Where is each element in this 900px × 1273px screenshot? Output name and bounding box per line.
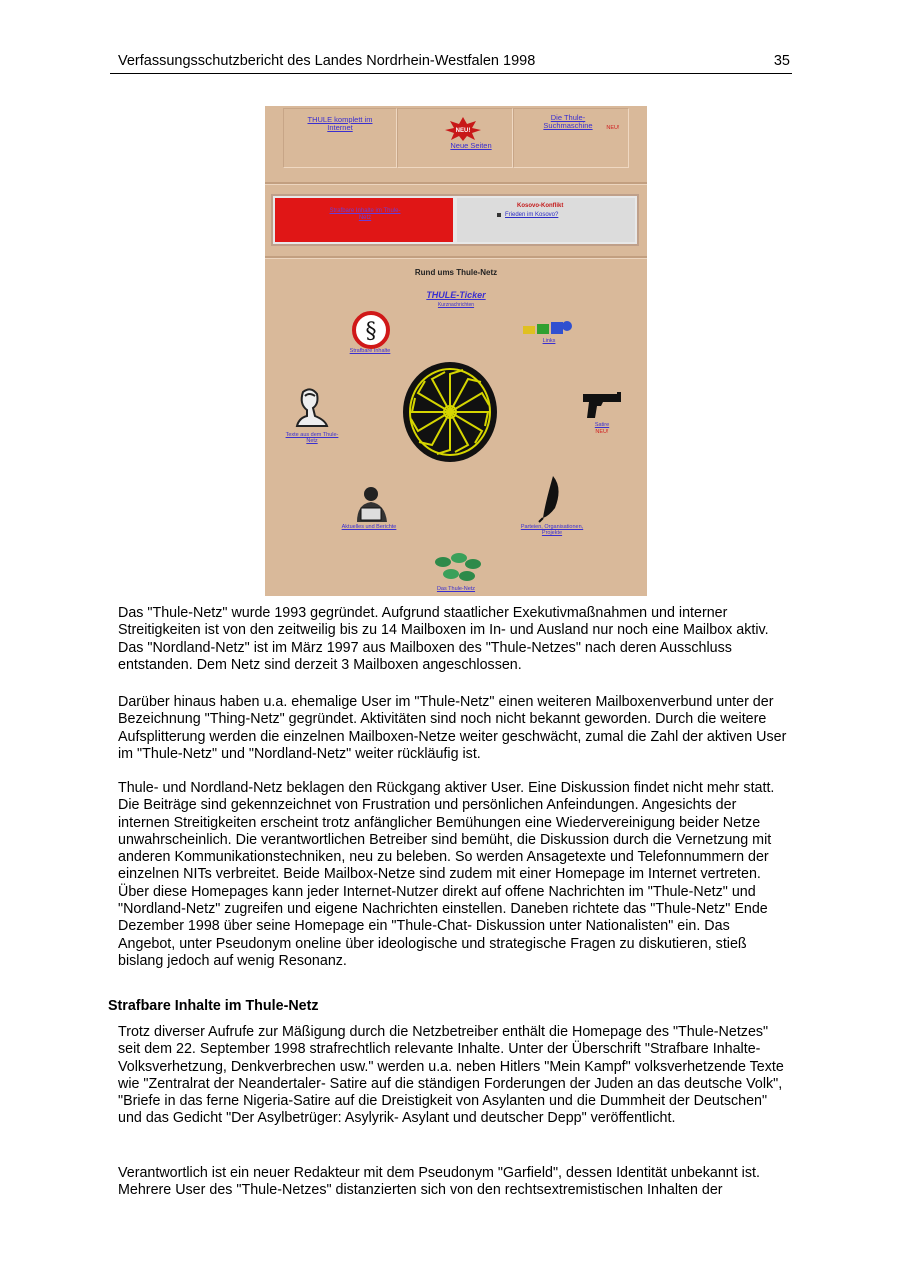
page-number: 35 (773, 53, 790, 69)
banner-red-link[interactable]: Strafbare Inhalte im Thule-Netz (329, 208, 401, 221)
section-heading: Strafbare Inhalte im Thule-Netz (108, 998, 319, 1014)
link-aktuelles[interactable]: Aktuelles und Berichte (341, 524, 397, 530)
link-parteien[interactable]: Parteien, Organisationen, Projekte (520, 524, 584, 536)
site-nav (283, 106, 629, 170)
paragraph-sign-icon[interactable] (351, 310, 391, 350)
nav-link-suchmaschine[interactable]: Die Thule-Suchmaschine (543, 113, 593, 130)
nav-suchmaschine-new: NEU! (606, 125, 620, 131)
link-strafbare-inhalte[interactable]: Strafbare Inhalte (349, 348, 391, 354)
black-sun-icon (401, 360, 499, 464)
bullet-icon (497, 213, 501, 217)
network-stones-icon[interactable] (431, 550, 483, 584)
link-links[interactable]: Links (542, 338, 556, 344)
paragraph-3: Thule- und Nordland-Netz beklagen den Rückgang aktiver User. Eine Diskussion findet nicht mehr statt. Die Beiträge sind gekennzeichnet von Frustration und persönlichen Anfeindungen. Angesichts der internen Streitigkeiten erscheint trotz anfänglicher Bemühungen eine Wiedervereinigung beider Netze unwahrscheinlich. Die verantwortlichen Betreiber sind bemüht, die Diskussion durch die Vernetzung mit anderen Kommunikationstechniken, neu zu beleben. So werden Ansagetexte und Telefonnummern der einzelnen NITs verbreitet. Beide Mailbox-Netze sind zudem mit einer Homepage im Internet vertreten. Über diese Homepages kann jeder Internet-Nutzer direkt auf offene Nachrichten im "Thule-Netz" und "Nordland-Netz" zugreifen und eigene Nachrichten einstellen. Daneben richtete das "Thule-Netz" Ende Dezember 1998 über seine Homepage ein "Thule-Chat- Diskussion unter Nationalisten" ein. Das Angebot, unter Pseudonym oneline über ideologische und strategische Fragen zu diskutieren, stieß bislang jedoch auf wenig Resonanz. (118, 780, 775, 969)
new-badge-icon (443, 116, 483, 142)
pistol-icon[interactable] (581, 390, 625, 420)
feather-icon[interactable] (535, 474, 565, 524)
website-screenshot (265, 106, 647, 596)
svg-text:§: § (365, 319, 377, 344)
banner-kosovo-title: Kosovo-Konflikt (517, 203, 564, 209)
site-banner (271, 194, 639, 246)
archive-figure-icon[interactable] (347, 484, 393, 524)
ticker-sub-link[interactable]: Kurznachrichten (437, 302, 475, 308)
link-texte[interactable]: Texte aus dem Thule-Netz (285, 432, 339, 444)
paragraph-5: Verantwortlich ist ein neuer Redakteur mit dem Pseudonym "Garfield", dessen Identität unbekannt ist. Mehrere User des "Thule-Netzes" distanzierten sich von den rechtsextremistischen Inhalten der (118, 1165, 760, 1199)
paragraph-4: Trotz diverser Aufrufe zur Mäßigung durch die Netzbetreiber enthält die Homepage des "Thule-Netzes" seit dem 22. September 1998 strafrechtlich relevante Inhalte. Unter der Überschrift "Strafbare Inhalte-Volksverhetzung, Denkverbrechen usw." werden u.a. neben Hitlers "Mein Kampf" volksverhetzende Texte wie "Zentralrat der Neandertaler- Satire auf die ständigen Forderungen der Juden an das deutsche Volk", "Briefe in das ferne Nigeria-Satire auf die Dreistigkeit von Asylanten und die Dummheit der Deutschen" und das Gedicht "Der Asylbetrüger: Asylyrik- Asylant und deutscher Depp" veröffentlicht. (118, 1024, 784, 1127)
banner-red-panel[interactable] (275, 198, 453, 242)
new-badge-text: NEU! (455, 128, 471, 134)
banner-grey-panel (457, 198, 635, 242)
link-satire[interactable]: Satire (594, 422, 610, 428)
link-thule-netz[interactable]: Das Thule-Netz (436, 586, 476, 592)
ticker-link[interactable]: THULE-Ticker (426, 290, 486, 300)
page-header (110, 52, 792, 74)
banner-kosovo-link[interactable]: Frieden im Kosovo? (505, 212, 559, 218)
header-title: Verfassungsschutzbericht des Landes Nordrhein-Westfalen 1998 (118, 53, 536, 69)
paragraph-2: Darüber hinaus haben u.a. ehemalige User im "Thule-Netz" einen weiteren Mailboxenverbund unter der Bezeichnung "Thing-Netz" gegründet. Aktivitäten sind noch nicht bekannt geworden. Durch die weitere Aufsplitterung werden die einzelnen Mailboxen-Netze weiter geschwächt, zumal die Zahl der aktiven User im "Thule-Netz" und "Nordland-Netz" weiter rückläufig ist. (118, 694, 787, 762)
paragraph-1: Das "Thule-Netz" wurde 1993 gegründet. Aufgrund staatlicher Exekutivmaßnahmen und interner Streitigkeiten ist von den zeitweilig bis zu 14 Mailboxen im In- und Ausland nur noch eine Mailbox aktiv. Das "Nordland-Netz" ist im März 1997 aus Mailboxen des "Thule-Netzes" nach deren Ausschluss entstanden. Dem Netz sind derzeit 3 Mailboxen angeschlossen. (118, 605, 769, 673)
links-icon[interactable] (521, 318, 575, 338)
nav-link-neue-seiten[interactable]: Neue Seiten (450, 141, 492, 150)
nav-link-komplett[interactable]: THULE komplett im Internet (307, 115, 373, 132)
bust-icon[interactable] (289, 386, 333, 430)
satire-new: NEU! (595, 429, 609, 435)
site-heading: Rund ums Thule-Netz (414, 268, 498, 277)
